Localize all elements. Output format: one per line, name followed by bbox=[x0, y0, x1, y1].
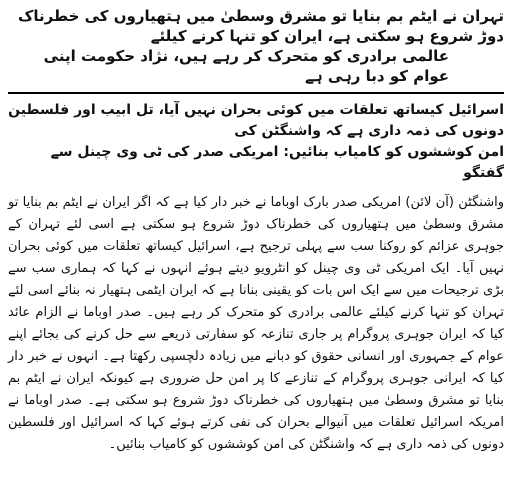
headline-line-2: عالمی برادری کو متحرک کر رہے ہیں، نژاد حکومت اپنی عوام کو دبا رہی ہے bbox=[43, 47, 449, 85]
article-body bbox=[8, 192, 504, 456]
headline bbox=[8, 6, 504, 86]
article-paragraph: واشنگٹن (آن لائن) امریکی صدر بارک اوباما نے خبر دار کیا ہے کہ اگر ایران نے ایٹم بم بنایا تو مشرق وسطیٰ میں ہتھیاروں کی خطرناک دوڑ شروع ہو سکتی ہے اسی لئے تہران کے جوہری عزائم کو روکنا سب سے پہلی ترجیح ہے، اسرائیل کیساتھ تعلقات میں کوئی بحران نہیں آیا۔ ایک امریکی ٹی وی چینل کو انٹرویو دیتے ہوئے انہوں نے کہا کہ ہماری سب سے بڑی ترجیحات میں سے ایک اس بات کو یقینی بنانا ہے کہ ایران ایٹمی ہتھیار نہ بنائے اسی لئے تہران کو تنہا کرنے کیلئے عالمی برادری کو متحرک کر رہے ہیں۔ صدر اوباما نے الزام عائد کیا کہ ایران جوہری پروگرام پر جاری تنازعہ کو سفارتی ذریعے سے حل کرنے کی بجائے اپنے عوام کے جمہوری اور انسانی حقوق کو دبانے میں زیادہ دلچسپی رکھتا ہے۔ انہوں نے خبر دار کیا کہ ایرانی جوہری پروگرام کے تنازعے کا پر امن حل ضروری ہے کیونکہ ایران نے ایٹم بم بنایا تو مشرق وسطیٰ میں ہتھیاروں کی خطرناک دوڑ شروع ہو سکتی ہے۔ صدر اوباما نے امریکہ اسرائیل تعلقات میں آنیوالے بحران کی نفی کرتے ہوئے کہا کہ اسرائیل اور فلسطین دونوں کی ذمہ داری ہے کہ واشنگٹن کی امن کوششوں کو کامیاب بنائیں۔ bbox=[8, 195, 504, 452]
headline-line-1: تہران نے ایٹم بم بنایا تو مشرق وسطیٰ میں ہتھیاروں کی خطرناک دوڑ شروع ہو سکتی ہے، ایران کو تنہا کرنے کیلئے bbox=[18, 7, 504, 45]
subheadline bbox=[8, 100, 504, 184]
divider bbox=[8, 92, 504, 94]
subheadline-line-1: اسرائیل کیساتھ تعلقات میں کوئی بحران نہیں آیا، تل ابیب اور فلسطین دونوں کی ذمہ داری ہے کہ واشنگٹن کی bbox=[8, 102, 504, 139]
subheadline-line-2: امن کوششوں کو کامیاب بنائیں: امریکی صدر کی ٹی وی چینل سے گفتگو bbox=[50, 144, 504, 181]
